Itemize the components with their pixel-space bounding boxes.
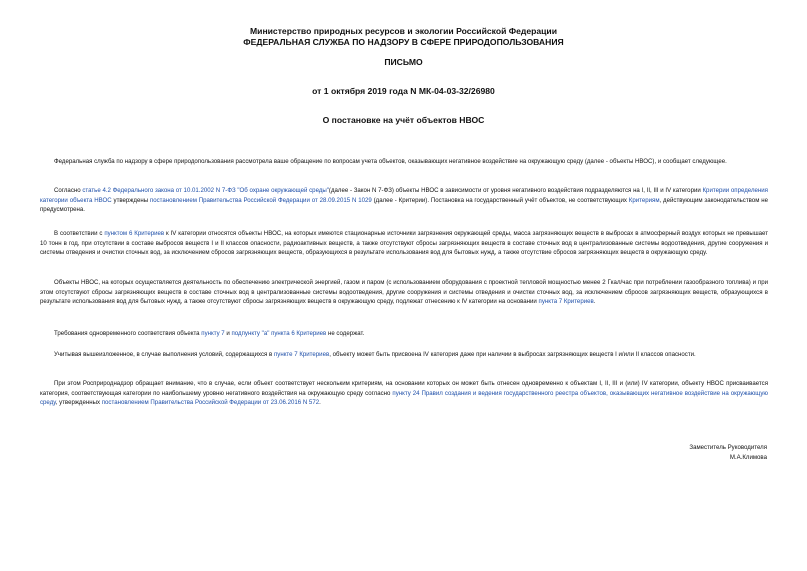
criteria-link[interactable]: Критерии определения категории объекта НВОС [40, 187, 768, 204]
paragraph-text: и [224, 330, 232, 337]
paragraph-text: к IV категории относятся объекты НВОС, на которых имеются стационарные источники загрязнения окружающей среды, масса загрязняющих веществ в выбросах в атмосферный воздух которых не превышает 10 тонн в год, при отсутствии в составе выбросов веществ I и II классов опасности, радиоактивных веществ, а также отсутствуют сбросы загрязняющих веществ в составе сточных вод в централизованные системы водоотведения, другие сооружения и системы отведения и очистки сточных вод, за исключением сбросов загрязняющих веществ, образующихся в результате использования вод для бытовых нужд, а также отсутствие сбросов загрязняющих веществ в окружающую среду. [40, 230, 768, 257]
paragraph-category-iv [40, 229, 768, 258]
paragraph-text: Требования одновременного соответствия объекта [54, 330, 202, 337]
paragraph-conclusion [40, 350, 768, 360]
paragraph-text: , утвержденных [55, 399, 102, 407]
paragraph-text: , объекту может быть присвоена IV категория даже при наличии в выбросах загрязняющих веществ I и/или II классов опасности. [329, 351, 696, 358]
paragraph-text: Согласно [54, 187, 83, 194]
paragraph-requirements [40, 329, 768, 339]
paragraph-categories [40, 186, 768, 215]
item-7-link[interactable]: пункту 7 [201, 330, 225, 337]
paragraph-text: , действующим законодательством не предусмотрена. [40, 196, 768, 214]
paragraph-text: При этом Росприроднадзор обращает внимание, что в случае, если объект соответствует нескольким критериям, на основании которых он может быть отнесен одновременно к объектам I, II, III и (или) IV категории, объекту НВОС присваивается категория, соответствующая категории по наибольшему уровню негативного воздействия на окружающую среду согласно [40, 380, 768, 397]
paragraph-text: Учитывая вышеизложенное, в случае выполнения условий, содержащихся в [54, 351, 274, 358]
subitem-a-item-6-link[interactable]: подпункту "а" пункта 6 Критериев [231, 330, 327, 337]
criteria-item-7-ref-link[interactable]: пункте 7 Критериев [273, 351, 330, 358]
signature-position: Заместитель Руководителя [689, 444, 767, 451]
paragraph-energy-objects [40, 278, 768, 307]
criteria-short-link[interactable]: Критериям [628, 196, 660, 204]
law-7fz-article-link[interactable]: статье 4.2 Федерального закона от 10.01.2002 N 7-ФЗ "Об охране окружающей среды" [82, 187, 329, 194]
paragraph-text: . [593, 298, 596, 306]
criteria-item-6-link[interactable]: пунктом 6 Критериев [104, 230, 165, 237]
paragraph-text: Федеральная служба по надзору в сфере природопользования рассмотрела ваше обращение по вопросам учета объектов, оказывающих негативное воздействие на окружающую среду (далее - объекты НВОС), и сообщает следующее. [54, 158, 727, 165]
signature-name: М.А.Климова [729, 454, 767, 461]
paragraph-text: . [319, 399, 321, 407]
service-title: ФЕДЕРАЛЬНАЯ СЛУЖБА ПО НАДЗОРУ В СФЕРЕ ПРИРОДОПОЛЬЗОВАНИЯ [243, 37, 564, 47]
paragraph-text: (далее - Критерии). Постановка на государственный учёт объектов, не соответствующих [371, 196, 629, 204]
ministry-title: Министерство природных ресурсов и экологии Российской Федерации [250, 26, 557, 36]
resolution-572-link[interactable]: постановлением Правительства Российской Федерации от 23.06.2016 N 572 [101, 399, 320, 407]
criteria-item-7-link[interactable]: пункта 7 Критериев [538, 298, 594, 306]
paragraph-intro [40, 157, 768, 167]
paragraph-text: утверждены [111, 196, 150, 204]
paragraph-text: В соответствии с [54, 230, 105, 237]
document-subject: О постановке на учёт объектов НВОС [322, 115, 485, 125]
paragraph-text: Объекты НВОС, на которых осуществляется деятельность по обеспечению электрической энергией, газом и паром (с использованием оборудования с проектной тепловой мощностью менее 2 Гкал/час при потреблении газообразного топлива) и при этом отсутствуют сбросы загрязняющих веществ в составе сточных вод в централизованные системы водоотведения, другие сооружения и системы отведения и очистки сточных вод, за исключением сбросов загрязняющих веществ, образующихся в результате использования вод для бытовых нужд, а также отсутствуют сбросы загрязняющих веществ в окружающую среду, подлежат отнесению к IV категории на основании [40, 279, 768, 306]
paragraph-text: не содержат. [326, 330, 365, 337]
paragraph-text: (далее - Закон N 7-ФЗ) объекты НВОС в зависимости от уровня негативного воздействия подразделяются на I, II, III и IV категории [328, 187, 703, 194]
paragraph-multiple-criteria [40, 379, 768, 408]
rules-item-24-link[interactable]: пункту 24 Правил создания и ведения государственного реестра объектов, оказывающих негативное воздействие на окружающую среду [40, 389, 768, 407]
document-type: ПИСЬМО [384, 57, 423, 67]
resolution-1029-link[interactable]: постановлением Правительства Российской Федерации от 28.09.2015 N 1029 [149, 196, 372, 204]
document-date-number: от 1 октября 2019 года N МК-04-03-32/26980 [312, 86, 495, 96]
